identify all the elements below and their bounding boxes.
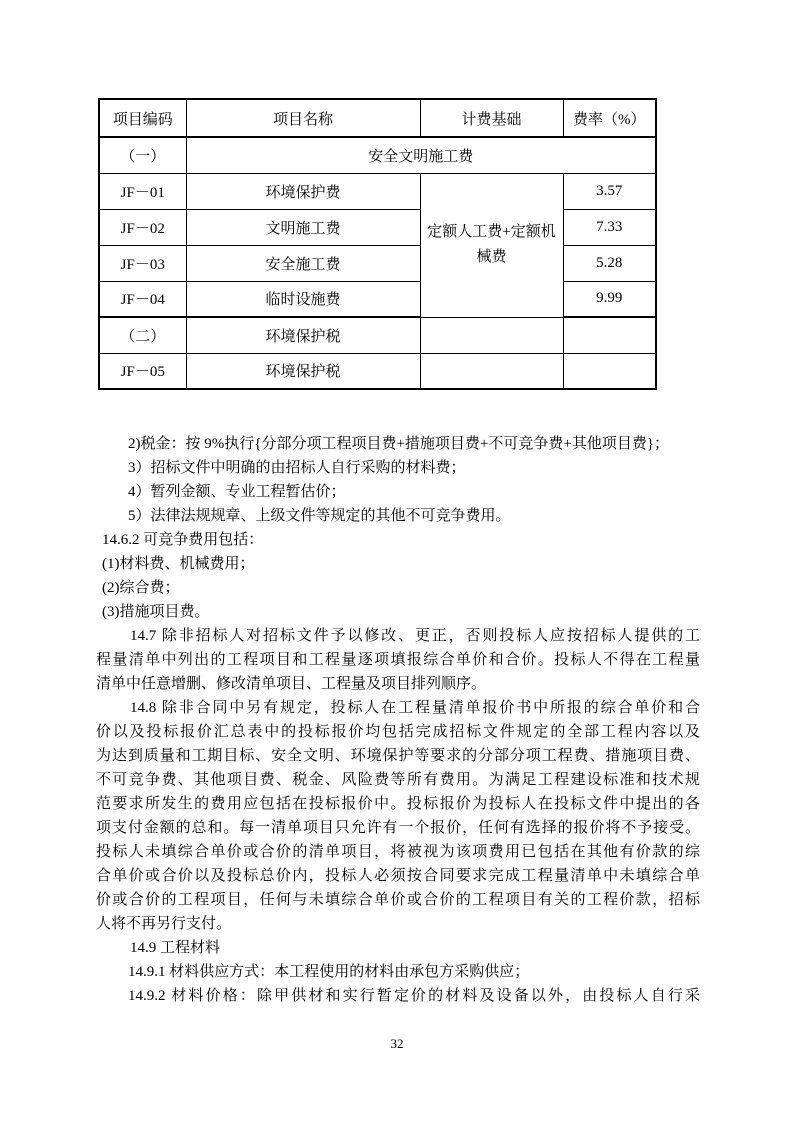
cell-name: 环境保护费 <box>186 173 420 209</box>
cell-code: （二） <box>99 317 186 353</box>
cell-rate: 9.99 <box>563 281 656 317</box>
cell-code: （一） <box>99 137 186 173</box>
table-row-jf03 <box>99 245 656 281</box>
text-line-sub-2: (2)综合费； <box>102 580 180 596</box>
cell-rate: 7.33 <box>563 209 656 245</box>
table-header-row <box>99 99 656 137</box>
table-row-jf05 <box>99 353 656 389</box>
contract-clauses <box>96 432 700 1008</box>
cell-code: JF－03 <box>99 245 186 281</box>
cell-name: 临时设施费 <box>186 281 420 317</box>
table-row-jf02 <box>99 209 656 245</box>
col-header-rate: 费率（%） <box>563 99 656 137</box>
text-line-sub-1: (1)材料费、机械费用； <box>102 556 255 572</box>
cell-rate <box>563 317 656 353</box>
text-line-clause-14-9-2: 14.9.2 材料价格：除甲供材和实行暂定价的材料及设备以外，由投标人自行采 <box>128 988 700 1004</box>
text-line-clause-14-6-2: 14.6.2 可竞争费用包括： <box>102 532 264 548</box>
text-line-item-4: 4）暂列金额、专业工程暂估价； <box>128 484 346 500</box>
text-line: 清单中任意增删、修改清单项目、工程量及项目排列顺序。 <box>96 676 487 692</box>
cell-rate: 3.57 <box>563 173 656 209</box>
cell-fee-basis-empty <box>420 353 563 389</box>
table-row-section-2 <box>99 317 656 353</box>
text-line: 合单价或合价以及投标总价内，投标人必须按合同要求完成工程量清单中未填综合单 <box>96 868 700 884</box>
text-line: 投标人未填综合单价或合价的清单项目，将被视为该项费用已包括在其他有价款的综 <box>96 844 700 860</box>
text-line: 为达到质量和工期目标、安全文明、环境保护等要求的分部分项工程费、措施项目费、 <box>96 748 700 764</box>
cell-fee-basis-merged: 定额人工费+定额机械费 <box>420 173 563 317</box>
cell-rate: 5.28 <box>563 245 656 281</box>
cell-section-title: 安全文明施工费 <box>186 137 656 173</box>
text-line-tax-item-2: 2)税金：按 9%执行{分部分项工程项目费+措施项目费+不可竞争费+其他项目费}； <box>128 436 670 452</box>
cell-name: 安全施工费 <box>186 245 420 281</box>
text-line: 价以及投标报价汇总表中的投标报价均包括完成招标文件规定的全部工程内容以及 <box>96 724 700 740</box>
text-line: 价或合价的工程项目，任何与未填综合单价或合价的工程项目有关的工程价款，招标 <box>96 892 700 908</box>
text-line-item-3: 3）招标文件中明确的由招标人自行采购的材料费； <box>128 460 466 476</box>
cell-fee-basis-empty <box>420 317 563 353</box>
text-line: 人将不再另行支付。 <box>96 916 232 932</box>
cell-name: 环境保护税 <box>186 317 420 353</box>
cell-code: JF－02 <box>99 209 186 245</box>
cell-code: JF－01 <box>99 173 186 209</box>
col-header-fee-basis: 计费基础 <box>420 99 563 137</box>
table-row-section-1 <box>99 137 656 173</box>
table-row-jf01 <box>99 173 656 209</box>
text-line-clause-14-9: 14.9 工程材料 <box>130 940 221 956</box>
text-line: 程量清单中列出的工程项目和工程量逐项填报综合单价和合价。投标人不得在工程量 <box>96 652 700 668</box>
text-line: 范要求所发生的费用应包括在投标报价中。投标报价为投标人在投标文件中提出的各 <box>96 796 700 812</box>
fee-rate-table <box>98 98 657 390</box>
cell-name: 文明施工费 <box>186 209 420 245</box>
cell-code: JF－05 <box>99 353 186 389</box>
text-line-item-5: 5）法律法规规章、上级文件等规定的其他不可竞争费用。 <box>128 508 511 524</box>
cell-code: JF－04 <box>99 281 186 317</box>
text-line-clause-14-8: 14.8 除非合同中另有规定，投标人在工程量清单报价书中所报的综合单价和合 <box>130 700 700 716</box>
page-number: 32 <box>390 1036 404 1051</box>
text-line-clause-14-9-1: 14.9.1 材料供应方式：本工程使用的材料由承包方采购供应； <box>128 964 530 980</box>
col-header-item-name: 项目名称 <box>186 99 420 137</box>
cell-name: 环境保护税 <box>186 353 420 389</box>
text-line: 不可竞争费、其他项目费、税金、风险费等所有费用。为满足工程建设标准和技术规 <box>96 772 700 788</box>
col-header-item-code: 项目编码 <box>99 99 186 137</box>
text-line-clause-14-7: 14.7 除非招标人对招标文件予以修改、更正，否则投标人应按招标人提供的工 <box>130 628 700 644</box>
table-row-jf04 <box>99 281 656 317</box>
cell-rate <box>563 353 656 389</box>
text-line: 项支付金额的总和。每一清单项目只允许有一个报价，任何有选择的报价将不予接受。 <box>96 820 700 836</box>
text-line-sub-3: (3)措施项目费。 <box>102 604 210 620</box>
